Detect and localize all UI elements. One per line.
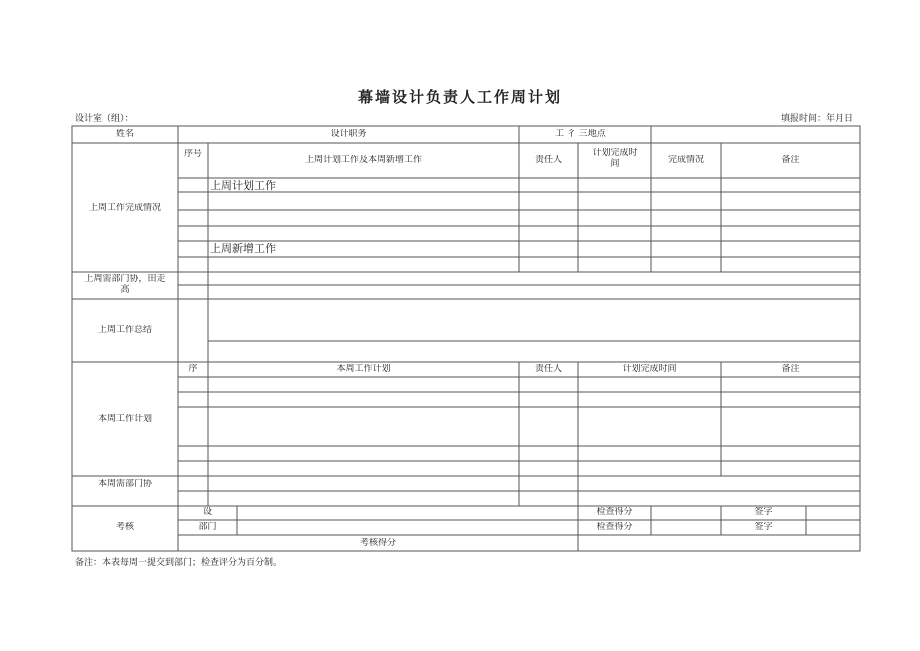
this-week-col-plan: 本周工作计划 [336,364,391,374]
assess-section-label: 考核 [115,522,134,532]
this-week-col-owner: 责任人 [534,364,562,374]
added-work-heading: 上周新增工作 [210,243,276,254]
last-week-col-seq: 序号 [183,149,202,159]
assess-row1-label: 设 [202,507,212,517]
last-week-col-status: 完成情况 [667,155,704,165]
work-place-label: 工 彳 三地点 [555,129,606,139]
total-score-label: 考核得分 [359,538,396,548]
work-place-field[interactable] [651,129,860,141]
fill-time-label: 填报时间：年月日 [780,114,853,124]
last-week-col-plan-time: 计划完成时间 [592,148,638,169]
page-title: 幕墙设计负责人工作周计划 [357,88,562,106]
last-week-col-remark: 备注 [781,155,800,165]
this-week-section-label: 本周工作计划 [97,414,152,424]
last-week-col-task: 上周计划工作及本周新增工作 [304,155,422,165]
this-week-col-plan-time: 计划完成时间 [622,364,677,374]
assess-row2-label: 部门 [198,522,217,532]
duty-label: 设计职务 [330,129,367,139]
planned-work-heading: 上周计划工作 [210,180,276,191]
sign-label: 签字 [754,522,773,532]
this-week-col-remark: 备注 [781,364,800,374]
this-coord-label: 本周需部门协 [97,479,152,489]
sign-label: 签字 [754,507,773,517]
footnote: 备注：本表每周一提交到部门；检查评分为百分制。 [75,558,283,568]
check-score-label: 检查得分 [596,507,633,517]
check-score-label: 检查得分 [596,522,633,532]
last-coord-label: 上周需部门协，田走高 [84,274,166,295]
name-label: 姓名 [115,129,134,139]
office-label: 设计室（组）： [75,114,134,124]
summary-label: 上周工作总结 [97,325,152,335]
last-week-col-owner: 责任人 [534,155,562,165]
this-week-col-seq: 序 [188,364,198,374]
last-week-section-label: 上周工作完成情况 [88,203,161,213]
